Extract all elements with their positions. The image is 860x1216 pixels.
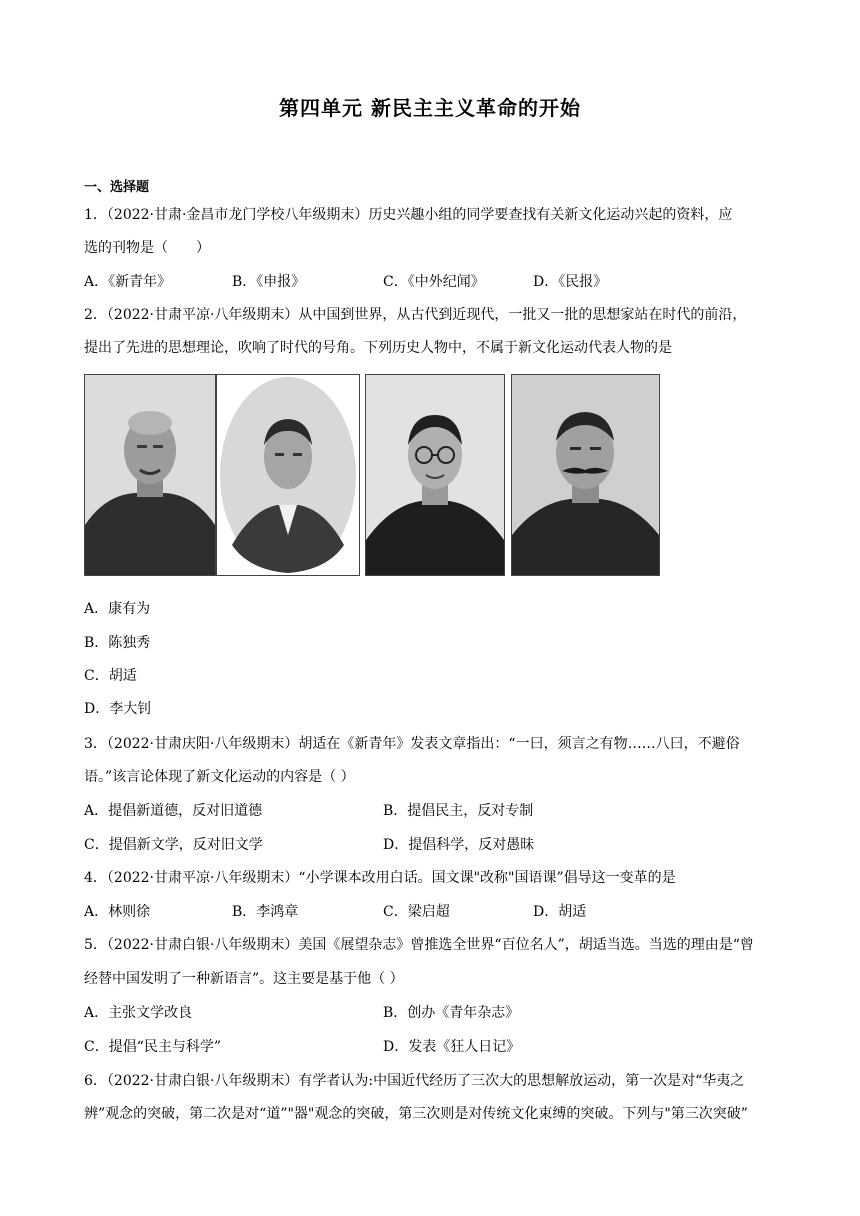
- question-5-line-1: 5．（2022·甘肃白银·八年级期末）美国《展望杂志》曾推选全世界“百位名人”，胡适当选。当选的理由是“曾: [84, 937, 754, 953]
- question-1-option-a: A．《新青年》: [84, 274, 172, 290]
- question-5-option-c: C．提倡“民主与科学”: [84, 1039, 222, 1055]
- question-1-option-b: B．《申报》: [232, 274, 306, 290]
- portrait-photo-strip: [84, 374, 659, 574]
- question-2-line-2: 提出了先进的思想理论，吹响了时代的号角。下列历史人物中，不属于新文化运动代表人物的是: [84, 340, 672, 356]
- portrait-photo-1: [84, 374, 216, 576]
- question-5-option-d: D．发表《狂人日记》: [383, 1039, 521, 1055]
- page-title: 第四单元 新民主主义革命的开始: [279, 96, 581, 120]
- question-2-line-1: 2．（2022·甘肃平凉·八年级期末）从中国到世界，从古代到近现代，一批又一批的思想家站在时代的前沿，: [84, 307, 747, 323]
- question-3-line-1: 3．（2022·甘肃庆阳·八年级期末）胡适在《新青年》发表文章指出：“一曰，须言之有物……八曰，不避俗: [84, 736, 740, 752]
- portrait-photo-3: [365, 374, 505, 576]
- portrait-photo-2: [216, 374, 360, 576]
- portrait-photo-4: [511, 374, 660, 576]
- question-4-option-c: C．梁启超: [383, 904, 450, 920]
- question-2-option-a: A．康有为: [84, 601, 151, 617]
- question-4-line-1: 4．（2022·甘肃平凉·八年级期末）“小学课本改用白话。国文课"改称"国语课”倡导这一变革的是: [84, 870, 676, 886]
- question-3-option-c: C．提倡新文学，反对旧文学: [84, 837, 263, 853]
- question-6-line-1: 6．（2022·甘肃白银·八年级期末）有学者认为:中国近代经历了三次大的思想解放运动，第一次是对“华夷之: [84, 1073, 745, 1089]
- question-6-line-2: 辨”观念的突破，第二次是对“道”"器"观念的突破，第三次则是对传统文化束缚的突破。下列与"第三次突破”: [84, 1106, 748, 1122]
- question-1-line-1: 1．（2022·甘肃·金昌市龙门学校八年级期末）历史兴趣小组的同学要查找有关新文化运动兴起的资料，应: [84, 207, 733, 223]
- question-3-line-2: 语。”该言论体现了新文化运动的内容是（ ）: [84, 769, 355, 785]
- question-2-option-d: D．李大钊: [84, 701, 152, 717]
- question-2-option-b: B．陈独秀: [84, 635, 151, 651]
- question-1-option-d: D．《民报》: [533, 274, 608, 290]
- question-5-line-2: 经替中国发明了一种新语言”。这主要是基于他（ ）: [84, 971, 404, 987]
- question-4-option-b: B．李鸿章: [232, 904, 299, 920]
- question-3-option-b: B．提倡民主，反对专制: [383, 803, 534, 819]
- question-4-option-d: D．胡适: [533, 904, 587, 920]
- question-3-option-a: A．提倡新道德，反对旧道德: [84, 803, 263, 819]
- question-4-option-a: A．林则徐: [84, 904, 151, 920]
- question-2-option-c: C．胡适: [84, 668, 137, 684]
- question-3-option-d: D．提倡科学，反对愚昧: [383, 837, 535, 853]
- question-1-line-2: 选的刊物是（ ）: [84, 240, 210, 256]
- question-5-option-b: B．创办《青年杂志》: [383, 1005, 520, 1021]
- section-heading: 一、选择题: [84, 180, 150, 195]
- question-5-option-a: A．主张文学改良: [84, 1005, 193, 1021]
- question-1-option-c: C．《中外纪闻》: [383, 274, 485, 290]
